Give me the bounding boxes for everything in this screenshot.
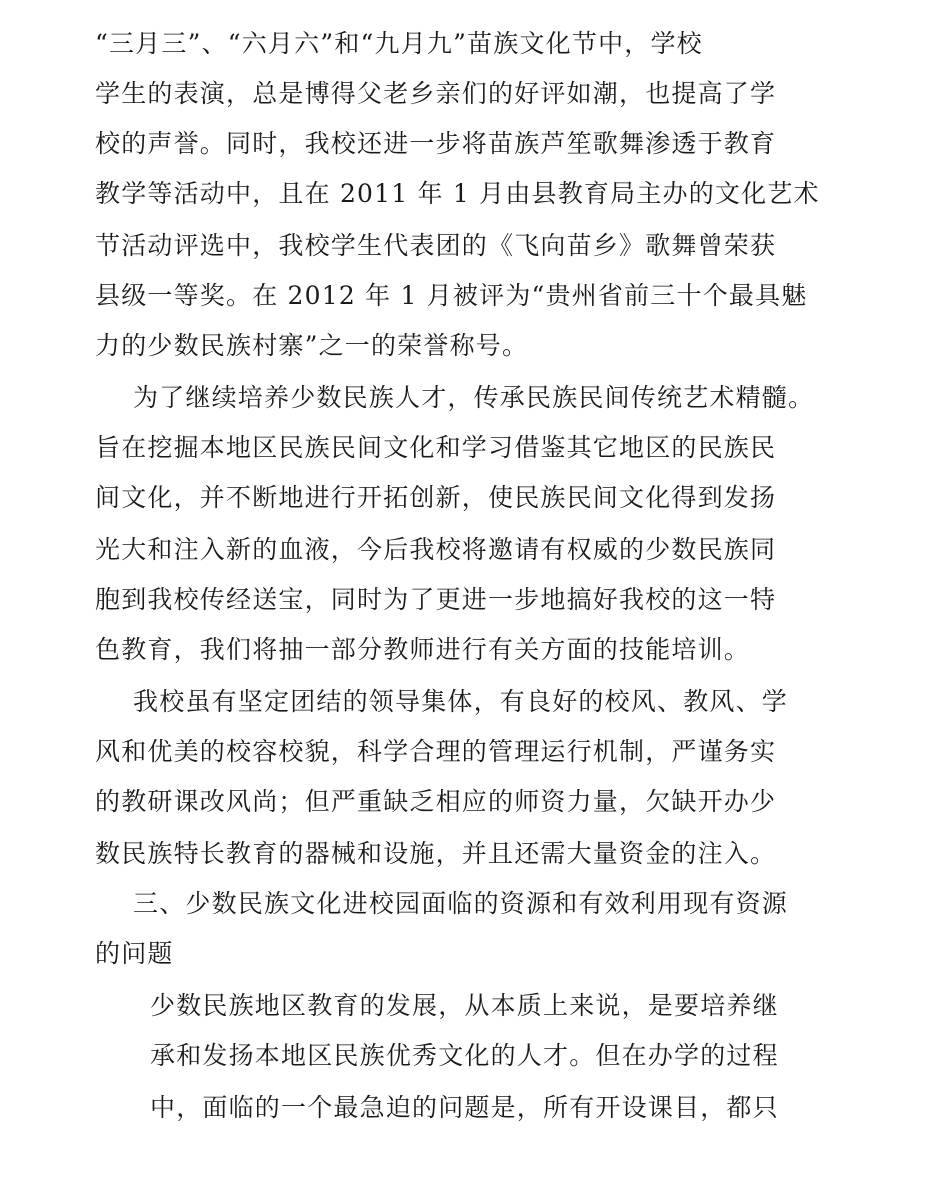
text-line: 色教育，我们将抽一部分教师进行有关方面的技能培训。 [95,635,751,664]
text-line: 胞到我校传经送宝，同时为了更进一步地搞好我校的这一特 [95,585,777,614]
text-line: 承和发扬本地区民族优秀文化的人才。但在办学的过程 [150,1041,779,1070]
text-line: 校的声誉。同时，我校还进一步将苗族芦笙歌舞渗透于教育 [95,129,777,158]
text-line: 学生的表演，总是博得父老乡亲们的好评如潮，也提高了学 [95,79,777,108]
heading-line: 三、少数民族文化进校园面临的资源和有效利用现有资源 [133,889,789,918]
text-line: 我校虽有坚定团结的领导集体，有良好的校风、教风、学 [133,687,789,716]
text-line: 力的少数民族村寨”之一的荣誉称号。 [95,331,529,360]
text-line: 的教研课改风尚；但严重缺乏相应的师资力量，欠缺开办少 [95,787,777,816]
text-line: 光大和注入新的血液，今后我校将邀请有权威的少数民族同 [95,535,777,564]
text-line: 节活动评选中，我校学生代表团的《飞向苗乡》歌舞曾荣获 [95,231,777,260]
text-line: 县级一等奖。在 2012 年 1 月被评为“贵州省前三十个最具魅 [95,281,808,310]
text-line: “三月三”、“六月六”和“九月九”苗族文化节中，学校 [95,29,703,58]
text-line: 为了继续培养少数民族人才，传承民族民间传统艺术精髓。 [133,383,815,412]
text-line: 旨在挖掘本地区民族民间文化和学习借鉴其它地区的民族民 [95,433,777,462]
text-line: 风和优美的校容校貌，科学合理的管理运行机制，严谨务实 [95,737,777,766]
text-line: 少数民族地区教育的发展，从本质上来说，是要培养继 [150,991,779,1020]
heading-line: 的问题 [95,939,174,968]
text-line: 数民族特长教育的器械和设施，并且还需大量资金的注入。 [95,839,777,868]
text-line: 中，面临的一个最急迫的问题是，所有开设课目，都只 [150,1093,779,1122]
text-line: 间文化，并不断地进行开拓创新，使民族民间文化得到发扬 [95,483,777,512]
text-line: 教学等活动中，且在 2011 年 1 月由县教育局主办的文化艺术 [95,179,820,208]
